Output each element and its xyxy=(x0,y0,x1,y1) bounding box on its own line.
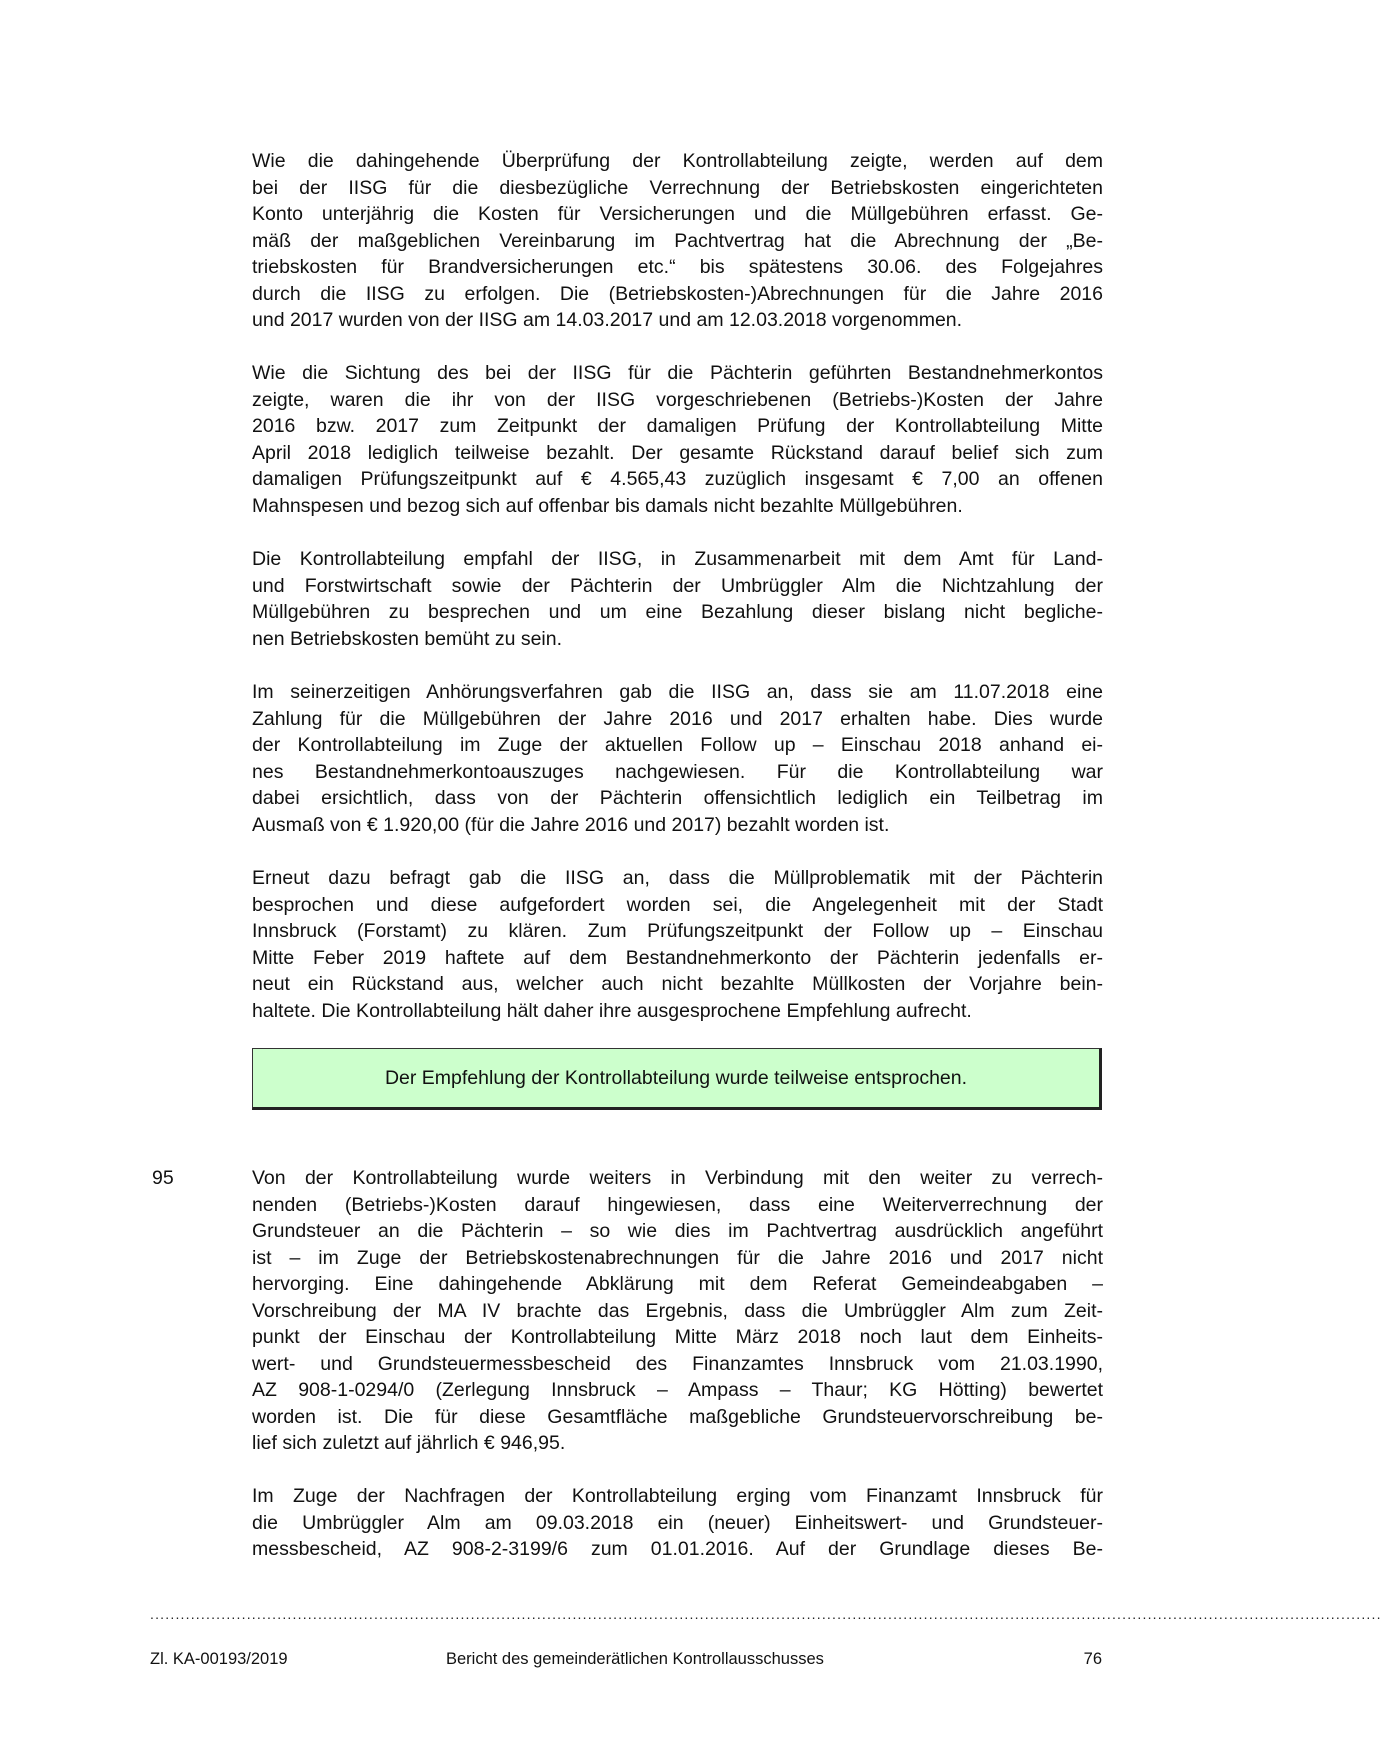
footer-title: Bericht des gemeinderätlichen Kontrollausschusses xyxy=(446,1650,824,1668)
text-line: damaligen Prüfungszeitpunkt auf € 4.565,43 zuzüglich insgesamt € 7,00 an offenen xyxy=(252,468,1103,490)
text-line: bei der IISG für die diesbezügliche Verrechnung der Betriebskosten eingerichteten xyxy=(252,176,1103,199)
text-line: mäß der maßgeblichen Vereinbarung im Pachtvertrag hat die Abrechnung der „Be- xyxy=(252,229,1103,252)
text-line: Ausmaß von € 1.920,00 (für die Jahre 2016 und 2017) bezahlt worden ist. xyxy=(252,813,890,836)
text-line: Mahnspesen und bezog sich auf offenbar bis damals nicht bezahlte Müllgebühren. xyxy=(252,494,963,517)
text-line: worden ist. Die für diese Gesamtfläche maßgebliche Grundsteuervorschreibung be- xyxy=(252,1405,1103,1428)
text-line: nen Betriebskosten bemüht zu sein. xyxy=(252,627,563,650)
text-line: dabei ersichtlich, dass von der Pächterin offensichtlich lediglich ein Teilbetrag im xyxy=(252,787,1103,809)
paragraph-number: 95 xyxy=(152,1167,174,1189)
text-line: ist – im Zuge der Betriebskostenabrechnungen für die Jahre 2016 und 2017 nicht xyxy=(252,1246,1103,1269)
text-line: AZ 908-1-0294/0 (Zerlegung Innsbruck – Ampass – Thaur; KG Hötting) bewertet xyxy=(252,1379,1103,1401)
text-line: neut ein Rückstand aus, welcher auch nicht bezahlte Müllkosten der Vorjahre bein- xyxy=(252,973,1103,995)
text-line: April 2018 lediglich teilweise bezahlt. Der gesamte Rückstand darauf belief sich zum xyxy=(252,441,1103,464)
paragraph xyxy=(252,360,1103,519)
text-line: Wie die Sichtung des bei der IISG für die Pächterin geführten Bestandnehmerkontos xyxy=(252,362,1103,384)
text-line: triebskosten für Brandversicherungen etc.“ bis spätestens 30.06. des Folgejahres xyxy=(252,256,1103,278)
result-text: Der Empfehlung der Kontrollabteilung wurde teilweise entsprochen. xyxy=(384,1066,968,1089)
text-line: zeigte, waren die ihr von der IISG vorgeschriebenen (Betriebs-)Kosten der Jahre xyxy=(252,388,1103,411)
paragraph xyxy=(252,546,1103,652)
paragraph xyxy=(252,679,1103,838)
text-line: 2016 bzw. 2017 zum Zeitpunkt der damaligen Prüfung der Kontrollabteilung Mitte xyxy=(252,415,1103,437)
text-line: Im seinerzeitigen Anhörungsverfahren gab die IISG an, dass sie am 11.07.2018 eine xyxy=(252,681,1103,703)
text-line: Wie die dahingehende Überprüfung der Kontrollabteilung zeigte, werden auf dem xyxy=(252,150,1103,172)
text-line: nenden (Betriebs-)Kosten darauf hingewiesen, dass eine Weiterverrechnung der xyxy=(252,1193,1103,1216)
text-line: und 2017 wurden von der IISG am 14.03.2017 und am 12.03.2018 vorgenommen. xyxy=(252,309,963,331)
text-line: Zahlung für die Müllgebühren der Jahre 2016 und 2017 erhalten habe. Dies wurde xyxy=(252,707,1103,730)
paragraph xyxy=(252,148,1103,334)
result-box xyxy=(252,1048,1102,1110)
text-line: die Umbrüggler Alm am 09.03.2018 ein (neuer) Einheitswert- und Grundsteuer- xyxy=(252,1511,1103,1534)
text-line: Grundsteuer an die Pächterin – so wie dies im Pachtvertrag ausdrücklich angeführt xyxy=(252,1220,1103,1242)
paragraph xyxy=(252,865,1103,1024)
text-line: lief sich zuletzt auf jährlich € 946,95. xyxy=(252,1432,566,1454)
text-line: haltete. Die Kontrollabteilung hält daher ihre ausgesprochene Empfehlung aufrecht. xyxy=(252,999,972,1022)
text-line: Vorschreibung der MA IV brachte das Ergebnis, dass die Umbrüggler Alm zum Zeit- xyxy=(252,1299,1103,1322)
text-line: Innsbruck (Forstamt) zu klären. Zum Prüfungszeitpunkt der Follow up – Einschau xyxy=(252,920,1103,942)
text-line: Mitte Feber 2019 haftete auf dem Bestandnehmerkonto der Pächterin jedenfalls er- xyxy=(252,946,1103,969)
text-line: besprochen und diese aufgefordert worden sei, die Angelegenheit mit der Stadt xyxy=(252,893,1103,916)
paragraph xyxy=(252,1483,1103,1563)
footer-reference: Zl. KA-00193/2019 xyxy=(150,1650,288,1668)
text-line: durch die IISG zu erfolgen. Die (Betriebskosten-)Abrechnungen für die Jahre 2016 xyxy=(252,282,1103,305)
text-line: punkt der Einschau der Kontrollabteilung Mitte März 2018 noch laut dem Einheits- xyxy=(252,1326,1103,1348)
page-number: 76 xyxy=(1083,1650,1102,1668)
paragraph xyxy=(252,1165,1103,1457)
text-line: und Forstwirtschaft sowie der Pächterin der Umbrüggler Alm die Nichtzahlung der xyxy=(252,574,1103,597)
text-line: der Kontrollabteilung im Zuge der aktuellen Follow up – Einschau 2018 anhand ei- xyxy=(252,734,1103,756)
text-line: Die Kontrollabteilung empfahl der IISG, in Zusammenarbeit mit dem Amt für Land- xyxy=(252,548,1103,570)
text-line: Erneut dazu befragt gab die IISG an, dass die Müllproblematik mit der Pächterin xyxy=(252,867,1103,889)
text-line: nes Bestandnehmerkontoauszuges nachgewiesen. Für die Kontrollabteilung war xyxy=(252,760,1103,783)
footer-divider: .................................................................................................................................................................................................................................................. xyxy=(150,1606,1382,1622)
text-line: Müllgebühren zu besprechen und um eine Bezahlung dieser bislang nicht begliche- xyxy=(252,601,1103,623)
text-line: wert- und Grundsteuermessbescheid des Finanzamtes Innsbruck vom 21.03.1990, xyxy=(252,1352,1103,1375)
text-line: messbescheid, AZ 908-2-3199/6 zum 01.01.2016. Auf der Grundlage dieses Be- xyxy=(252,1538,1103,1560)
text-line: Im Zuge der Nachfragen der Kontrollabteilung erging vom Finanzamt Innsbruck für xyxy=(252,1485,1103,1507)
text-line: Konto unterjährig die Kosten für Versicherungen und die Müllgebühren erfasst. Ge- xyxy=(252,203,1103,225)
text-line: Von der Kontrollabteilung wurde weiters in Verbindung mit den weiter zu verrech- xyxy=(252,1167,1103,1189)
text-line: hervorging. Eine dahingehende Abklärung mit dem Referat Gemeindeabgaben – xyxy=(252,1273,1103,1295)
